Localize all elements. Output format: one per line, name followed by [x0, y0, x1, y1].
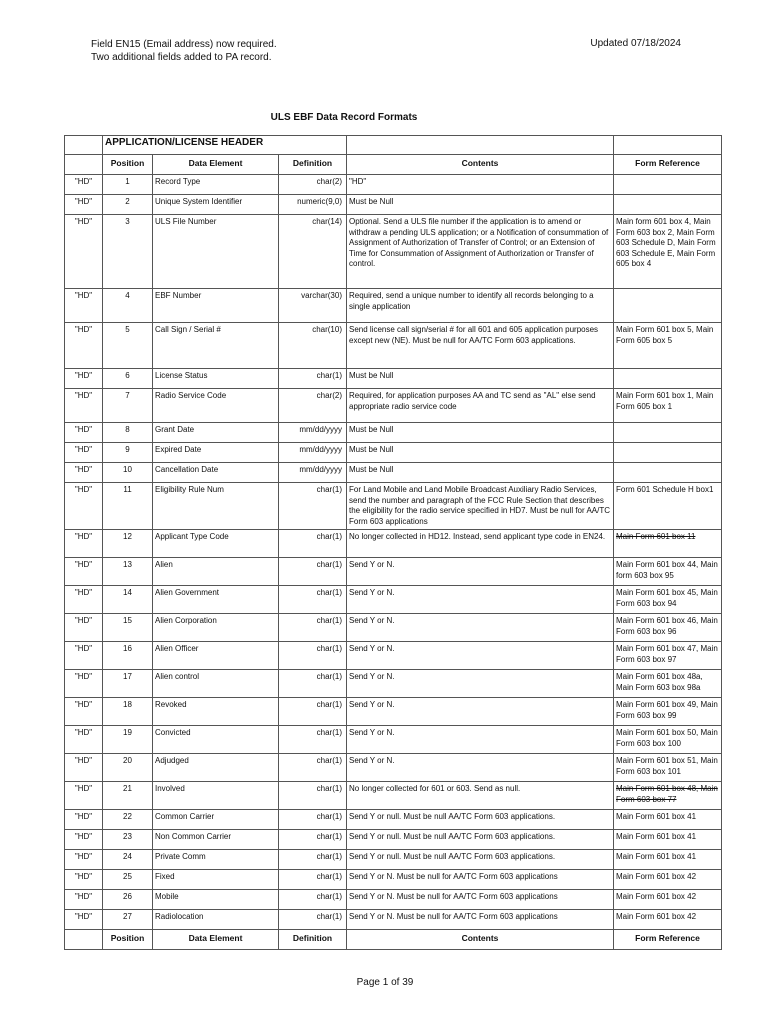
- cell-contents: Send Y or null. Must be null AA/TC Form 603 applications.: [347, 830, 614, 850]
- column-footer-element: Data Element: [153, 930, 279, 950]
- table-row: [65, 890, 722, 910]
- cell-record-tag: "HD": [65, 754, 103, 782]
- cell-contents: Send Y or N. Must be null for AA/TC Form 603 applications: [347, 870, 614, 890]
- cell-record-tag: "HD": [65, 642, 103, 670]
- cell-record-tag: "HD": [65, 369, 103, 389]
- cell-position: 25: [103, 870, 153, 890]
- cell-data-element: Revoked: [153, 698, 279, 726]
- cell-record-tag: "HD": [65, 890, 103, 910]
- cell-position: 22: [103, 810, 153, 830]
- table-row: [65, 389, 722, 423]
- cell-record-tag: "HD": [65, 530, 103, 558]
- cell-form-reference: [614, 369, 722, 389]
- cell-record-tag: "HD": [65, 389, 103, 423]
- column-footer-blank: [65, 930, 103, 950]
- cell-data-element: Adjudged: [153, 754, 279, 782]
- cell-contents: Send Y or N.: [347, 670, 614, 698]
- cell-definition: mm/dd/yyyy: [279, 463, 347, 483]
- cell-position: 2: [103, 195, 153, 215]
- cell-contents: Send Y or N. Must be null for AA/TC Form 603 applications: [347, 910, 614, 930]
- cell-record-tag: "HD": [65, 698, 103, 726]
- cell-contents: Required, for application purposes AA and TC send as "AL" else send appropriate radio service code: [347, 389, 614, 423]
- table-row: [65, 614, 722, 642]
- cell-data-element: Alien Government: [153, 586, 279, 614]
- cell-data-element: Alien Officer: [153, 642, 279, 670]
- cell-definition: char(14): [279, 215, 347, 289]
- table-row: [65, 830, 722, 850]
- cell-contents: Send Y or N. Must be null for AA/TC Form 603 applications: [347, 890, 614, 910]
- cell-position: 10: [103, 463, 153, 483]
- column-header-position: Position: [103, 155, 153, 175]
- cell-contents: Must be Null: [347, 369, 614, 389]
- cell-form-reference: Main Form 601 box 5, Main Form 605 box 5: [614, 323, 722, 369]
- cell-position: 15: [103, 614, 153, 642]
- cell-definition: char(1): [279, 754, 347, 782]
- section-blank-cell: [347, 136, 614, 155]
- cell-form-reference: [614, 443, 722, 463]
- cell-data-element: Convicted: [153, 726, 279, 754]
- cell-form-reference: Main Form 601 box 49, Main Form 603 box 99: [614, 698, 722, 726]
- cell-contents: Send Y or N.: [347, 586, 614, 614]
- cell-record-tag: "HD": [65, 423, 103, 443]
- cell-contents: No longer collected in HD12. Instead, send applicant type code in EN24.: [347, 530, 614, 558]
- cell-form-reference: [614, 289, 722, 323]
- cell-position: 20: [103, 754, 153, 782]
- cell-definition: char(1): [279, 910, 347, 930]
- cell-position: 21: [103, 782, 153, 810]
- cell-contents: "HD": [347, 175, 614, 195]
- cell-data-element: Applicant Type Code: [153, 530, 279, 558]
- cell-record-tag: "HD": [65, 463, 103, 483]
- cell-position: 11: [103, 483, 153, 530]
- column-footer-position: Position: [103, 930, 153, 950]
- table-body: [65, 175, 722, 930]
- cell-data-element: EBF Number: [153, 289, 279, 323]
- table-row: [65, 850, 722, 870]
- cell-data-element: Call Sign / Serial #: [153, 323, 279, 369]
- cell-form-reference: Main form 601 box 4, Main Form 603 box 2, Main Form 603 Schedule D, Main Form 603 Schedule E, Main Form 605 box 4: [614, 215, 722, 289]
- cell-record-tag: "HD": [65, 910, 103, 930]
- column-footer-contents: Contents: [347, 930, 614, 950]
- cell-form-reference: [614, 423, 722, 443]
- cell-definition: char(1): [279, 670, 347, 698]
- cell-contents: Must be Null: [347, 463, 614, 483]
- cell-contents: Must be Null: [347, 195, 614, 215]
- cell-record-tag: "HD": [65, 323, 103, 369]
- cell-definition: char(10): [279, 323, 347, 369]
- cell-form-reference: Main Form 601 box 44, Main form 603 box 95: [614, 558, 722, 586]
- section-title: APPLICATION/LICENSE HEADER: [103, 136, 347, 155]
- column-header-form-reference: Form Reference: [614, 155, 722, 175]
- cell-record-tag: "HD": [65, 870, 103, 890]
- cell-record-tag: "HD": [65, 215, 103, 289]
- cell-contents: Send Y or N.: [347, 614, 614, 642]
- table-row: [65, 289, 722, 323]
- cell-contents: Send Y or N.: [347, 642, 614, 670]
- column-footer-row: [65, 930, 722, 950]
- cell-record-tag: "HD": [65, 726, 103, 754]
- cell-position: 14: [103, 586, 153, 614]
- cell-definition: char(1): [279, 810, 347, 830]
- cell-data-element: Alien Corporation: [153, 614, 279, 642]
- cell-position: 4: [103, 289, 153, 323]
- cell-position: 17: [103, 670, 153, 698]
- cell-definition: char(1): [279, 586, 347, 614]
- table-row: [65, 530, 722, 558]
- updated-date: Updated 07/18/2024: [590, 38, 681, 49]
- cell-definition: char(1): [279, 530, 347, 558]
- cell-definition: char(1): [279, 850, 347, 870]
- cell-record-tag: "HD": [65, 782, 103, 810]
- cell-definition: char(1): [279, 726, 347, 754]
- cell-record-tag: "HD": [65, 443, 103, 463]
- cell-form-reference: Main Form 601 box 11: [614, 530, 722, 558]
- cell-contents: Send Y or N.: [347, 558, 614, 586]
- cell-form-reference: Main Form 601 box 47, Main Form 603 box 97: [614, 642, 722, 670]
- cell-data-element: Fixed: [153, 870, 279, 890]
- table-row: [65, 726, 722, 754]
- table-row: [65, 810, 722, 830]
- cell-position: 24: [103, 850, 153, 870]
- table-row: [65, 870, 722, 890]
- cell-data-element: Non Common Carrier: [153, 830, 279, 850]
- change-note-line-1: Field EN15 (Email address) now required.: [91, 39, 277, 50]
- cell-contents: No longer collected for 601 or 603. Send as null.: [347, 782, 614, 810]
- cell-form-reference: Main Form 601 box 48, Main Form 603 box 77: [614, 782, 722, 810]
- cell-contents: Optional. Send a ULS file number if the application is to amend or withdraw a pending ULS application; or a Notification of consummation of Assignment of Authorization of Transfer of Control; or an Extension of Time for Consummation of Assignment of Authorization or Transfer of control.: [347, 215, 614, 289]
- section-header-row: [65, 136, 722, 155]
- cell-form-reference: Form 601 Schedule H box1: [614, 483, 722, 530]
- cell-contents: Must be Null: [347, 443, 614, 463]
- table-row: [65, 483, 722, 530]
- cell-position: 5: [103, 323, 153, 369]
- column-header-element: Data Element: [153, 155, 279, 175]
- cell-data-element: ULS File Number: [153, 215, 279, 289]
- cell-data-element: Radio Service Code: [153, 389, 279, 423]
- table-row: [65, 558, 722, 586]
- table-row: [65, 323, 722, 369]
- cell-form-reference: Main Form 601 box 51, Main Form 603 box 101: [614, 754, 722, 782]
- cell-form-reference: Main Form 601 box 42: [614, 910, 722, 930]
- cell-definition: char(2): [279, 389, 347, 423]
- cell-definition: varchar(30): [279, 289, 347, 323]
- cell-definition: char(1): [279, 698, 347, 726]
- cell-definition: char(1): [279, 483, 347, 530]
- cell-data-element: Alien: [153, 558, 279, 586]
- cell-data-element: Common Carrier: [153, 810, 279, 830]
- cell-data-element: Record Type: [153, 175, 279, 195]
- cell-data-element: License Status: [153, 369, 279, 389]
- cell-position: 12: [103, 530, 153, 558]
- cell-contents: Must be Null: [347, 423, 614, 443]
- column-header-definition: Definition: [279, 155, 347, 175]
- cell-definition: char(2): [279, 175, 347, 195]
- cell-definition: mm/dd/yyyy: [279, 443, 347, 463]
- cell-record-tag: "HD": [65, 483, 103, 530]
- cell-position: 18: [103, 698, 153, 726]
- change-note: [91, 38, 277, 64]
- cell-definition: char(1): [279, 369, 347, 389]
- cell-position: 6: [103, 369, 153, 389]
- cell-record-tag: "HD": [65, 850, 103, 870]
- cell-position: 16: [103, 642, 153, 670]
- table-row: [65, 754, 722, 782]
- cell-form-reference: Main Form 601 box 1, Main Form 605 box 1: [614, 389, 722, 423]
- cell-data-element: Radiolocation: [153, 910, 279, 930]
- cell-data-element: Expired Date: [153, 443, 279, 463]
- cell-contents: Send Y or N.: [347, 726, 614, 754]
- cell-record-tag: "HD": [65, 614, 103, 642]
- cell-record-tag: "HD": [65, 195, 103, 215]
- table-row: [65, 642, 722, 670]
- cell-form-reference: Main Form 601 box 41: [614, 810, 722, 830]
- cell-data-element: Unique System Identifier: [153, 195, 279, 215]
- table-row: [65, 423, 722, 443]
- cell-position: 8: [103, 423, 153, 443]
- cell-definition: char(1): [279, 558, 347, 586]
- page-number: Page 1 of 39: [356, 977, 414, 988]
- cell-form-reference: [614, 463, 722, 483]
- cell-position: 13: [103, 558, 153, 586]
- cell-form-reference: Main Form 601 box 46, Main Form 603 box 96: [614, 614, 722, 642]
- table-row: [65, 782, 722, 810]
- table-row: [65, 443, 722, 463]
- cell-position: 9: [103, 443, 153, 463]
- cell-position: 27: [103, 910, 153, 930]
- cell-record-tag: "HD": [65, 175, 103, 195]
- cell-contents: Required, send a unique number to identify all records belonging to a single application: [347, 289, 614, 323]
- table-row: [65, 215, 722, 289]
- cell-contents: Send license call sign/serial # for all 601 and 605 application purposes except new (NE). Must be null for AA/TC Form 603 applications.: [347, 323, 614, 369]
- column-header-contents: Contents: [347, 155, 614, 175]
- table-row: [65, 586, 722, 614]
- cell-data-element: Grant Date: [153, 423, 279, 443]
- section-blank-cell: [65, 136, 103, 155]
- record-format-table: [64, 135, 722, 950]
- cell-position: 19: [103, 726, 153, 754]
- cell-record-tag: "HD": [65, 586, 103, 614]
- cell-position: 7: [103, 389, 153, 423]
- cell-position: 3: [103, 215, 153, 289]
- cell-form-reference: Main Form 601 box 50, Main Form 603 box 100: [614, 726, 722, 754]
- cell-definition: char(1): [279, 642, 347, 670]
- table-row: [65, 910, 722, 930]
- cell-definition: char(1): [279, 830, 347, 850]
- cell-position: 1: [103, 175, 153, 195]
- column-header-blank: [65, 155, 103, 175]
- cell-contents: Send Y or N.: [347, 754, 614, 782]
- column-header-row: [65, 155, 722, 175]
- table-row: [65, 369, 722, 389]
- cell-definition: char(1): [279, 614, 347, 642]
- section-blank-cell: [614, 136, 722, 155]
- column-footer-definition: Definition: [279, 930, 347, 950]
- cell-data-element: Cancellation Date: [153, 463, 279, 483]
- cell-contents: Send Y or N.: [347, 698, 614, 726]
- cell-record-tag: "HD": [65, 670, 103, 698]
- cell-record-tag: "HD": [65, 810, 103, 830]
- cell-definition: char(1): [279, 782, 347, 810]
- cell-position: 23: [103, 830, 153, 850]
- document-title: [0, 112, 688, 123]
- table-row: [65, 670, 722, 698]
- table-row: [65, 698, 722, 726]
- cell-form-reference: Main Form 601 box 41: [614, 830, 722, 850]
- cell-form-reference: Main Form 601 box 48a, Main Form 603 box 98a: [614, 670, 722, 698]
- cell-contents: Send Y or null. Must be null AA/TC Form 603 applications.: [347, 810, 614, 830]
- cell-data-element: Mobile: [153, 890, 279, 910]
- change-note-line-2: Two additional fields added to PA record.: [91, 52, 272, 63]
- cell-record-tag: "HD": [65, 289, 103, 323]
- cell-data-element: Private Comm: [153, 850, 279, 870]
- cell-contents: For Land Mobile and Land Mobile Broadcast Auxiliary Radio Services, send the number and paragraph of the FCC Rule Section that describes the eligibility for the radio service specified in HD7. Must be null for AA/TC Form 603 applications: [347, 483, 614, 530]
- cell-data-element: Eligibility Rule Num: [153, 483, 279, 530]
- column-footer-form-reference: Form Reference: [614, 930, 722, 950]
- cell-definition: numeric(9,0): [279, 195, 347, 215]
- cell-definition: mm/dd/yyyy: [279, 423, 347, 443]
- cell-form-reference: [614, 195, 722, 215]
- cell-form-reference: Main Form 601 box 42: [614, 890, 722, 910]
- cell-form-reference: Main Form 601 box 45, Main Form 603 box 94: [614, 586, 722, 614]
- table-row: [65, 463, 722, 483]
- cell-contents: Send Y or null. Must be null AA/TC Form 603 applications.: [347, 850, 614, 870]
- cell-definition: char(1): [279, 870, 347, 890]
- cell-record-tag: "HD": [65, 558, 103, 586]
- cell-form-reference: [614, 175, 722, 195]
- table-row: [65, 195, 722, 215]
- table-row: [65, 175, 722, 195]
- cell-form-reference: Main Form 601 box 42: [614, 870, 722, 890]
- document-title-text: ULS EBF Data Record Formats: [270, 112, 418, 123]
- cell-data-element: Involved: [153, 782, 279, 810]
- cell-form-reference: Main Form 601 box 41: [614, 850, 722, 870]
- cell-definition: char(1): [279, 890, 347, 910]
- cell-record-tag: "HD": [65, 830, 103, 850]
- cell-position: 26: [103, 890, 153, 910]
- cell-data-element: Alien control: [153, 670, 279, 698]
